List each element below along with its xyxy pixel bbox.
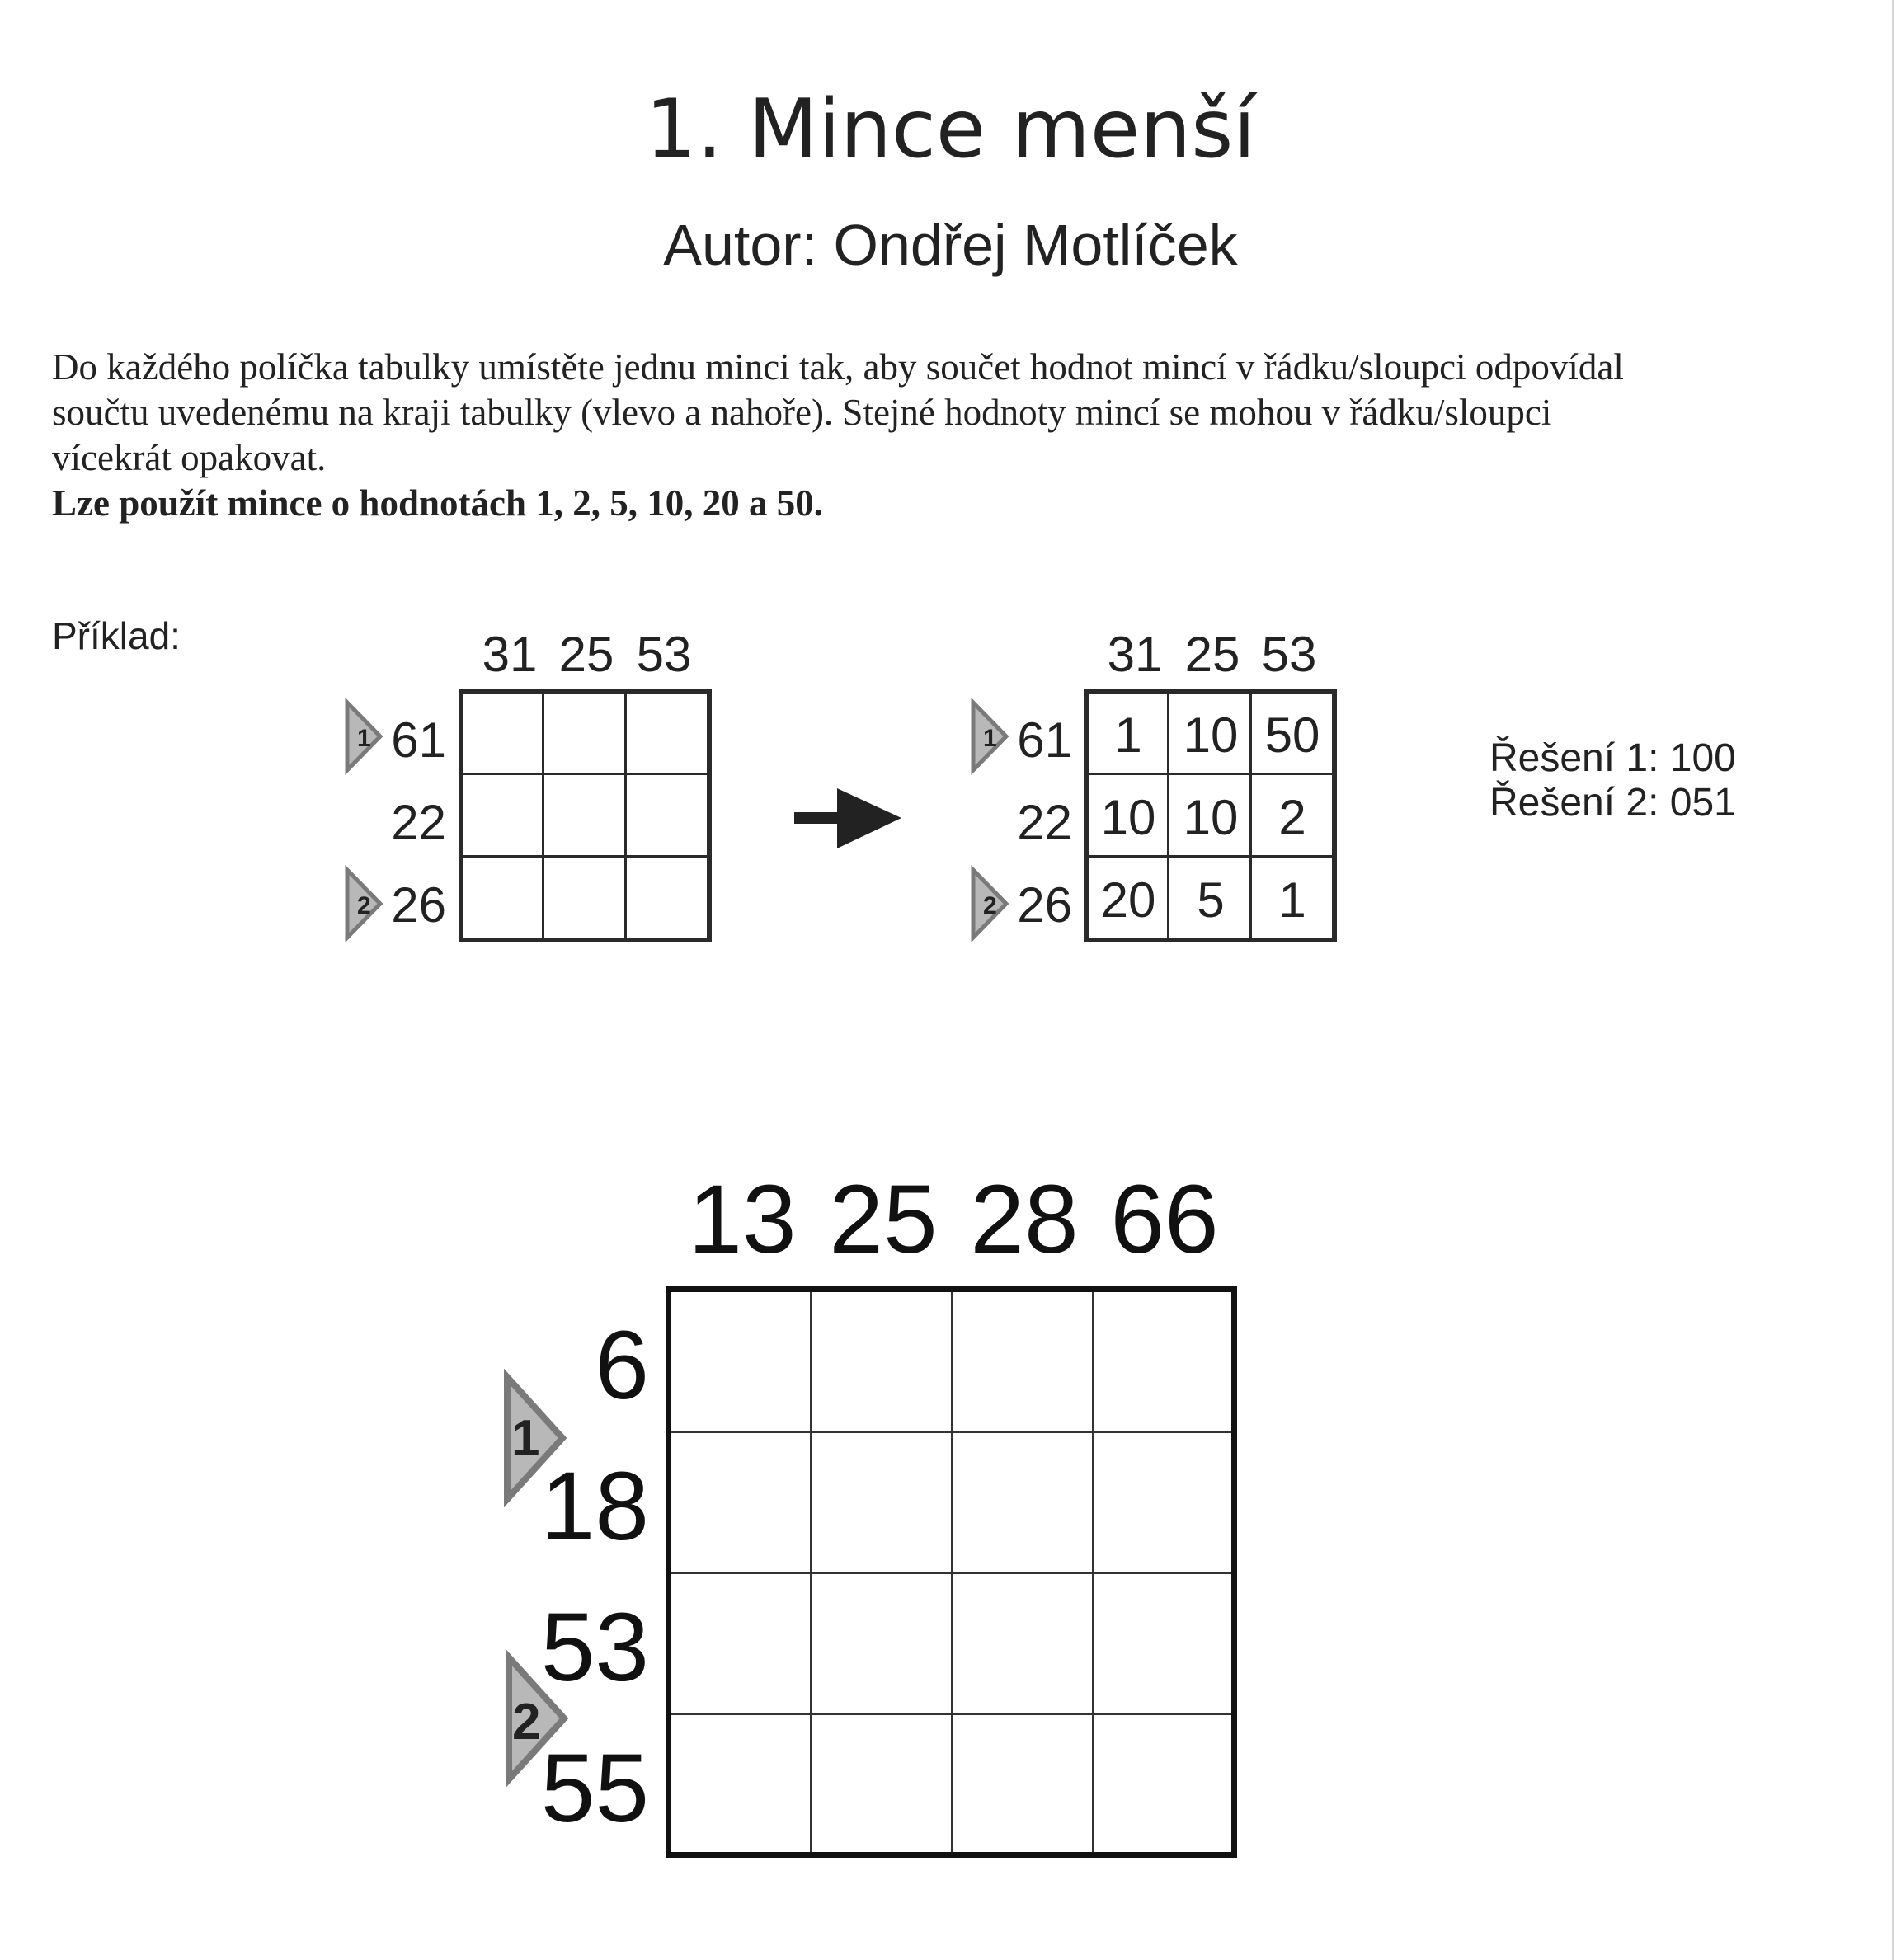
example-solved-col-clue: 25 <box>1184 627 1240 682</box>
marker-number: 1 <box>511 1410 540 1467</box>
puzzle-col-clue: 28 <box>970 1165 1079 1274</box>
example-solution-codes <box>1489 736 1736 825</box>
example-row-clue: 22 <box>391 795 446 850</box>
example-col-clue: 25 <box>558 627 614 682</box>
puzzle-col-clue: 13 <box>688 1165 797 1274</box>
example-empty-grid <box>459 689 712 942</box>
marker-number: 1 <box>357 725 371 752</box>
rules-line: Do každého políčka tabulky umístěte jednu minci tak, aby součet hodnot mincí v řádku/sloupci odpovídal <box>52 346 1624 388</box>
example-label: Příklad: <box>52 614 181 657</box>
example-solution-cell: 1 <box>1278 872 1306 928</box>
example-col-clue: 31 <box>482 627 538 682</box>
puzzle-row-clue: 18 <box>540 1452 649 1561</box>
example-solution-cell: 1 <box>1114 707 1142 763</box>
example-solution-cell: 2 <box>1278 790 1306 845</box>
example-solution-cell: 20 <box>1100 872 1156 928</box>
rules-text <box>52 345 1875 526</box>
marker-1-icon <box>503 1373 569 1505</box>
puzzle-row-clue: 6 <box>595 1311 649 1420</box>
marker-number: 1 <box>983 725 997 752</box>
rules-coins-line: Lze použít mince o hodnotách 1, 2, 5, 10, 20 a 50. <box>52 482 824 524</box>
example-solved-col-clue: 53 <box>1261 627 1317 682</box>
example-solution-cell: 10 <box>1183 790 1239 845</box>
solution-line-1: Řešení 1: 100 <box>1489 736 1736 780</box>
example-solution-cell: 10 <box>1100 790 1156 845</box>
marker-number: 2 <box>983 892 997 919</box>
puzzle-col-clue: 66 <box>1110 1165 1219 1274</box>
example-row-clue: 61 <box>391 712 446 768</box>
marker-2-icon <box>505 1653 571 1785</box>
example-solved-row-clue: 61 <box>1017 712 1072 768</box>
example-row-clue: 26 <box>391 877 446 933</box>
page-edge-line <box>1892 0 1894 1960</box>
rules-line: součtu uvedenému na kraji tabulky (vlevo a nahoře). Stejné hodnoty mincí se mohou v řádku/sloupci <box>52 392 1552 433</box>
example-solution-cell: 5 <box>1197 872 1225 928</box>
puzzle-author: Autor: Ondřej Motlíček <box>663 213 1238 277</box>
puzzle-row-clue: 55 <box>540 1734 649 1843</box>
rules-line: vícekrát opakovat. <box>52 437 327 478</box>
example-solved-col-clue: 31 <box>1107 627 1163 682</box>
puzzle-title: 1. Mince menší <box>645 82 1256 176</box>
marker-number: 2 <box>512 1694 541 1751</box>
example-col-clue: 53 <box>636 627 692 682</box>
example-solution-cell: 50 <box>1264 707 1320 763</box>
marker-number: 2 <box>357 892 371 919</box>
arrow-right-icon <box>794 786 903 852</box>
example-solved-row-clue: 26 <box>1017 877 1072 933</box>
solution-line-2: Řešení 2: 051 <box>1489 781 1736 825</box>
example-solution-cell: 10 <box>1183 707 1239 763</box>
puzzle-grid <box>666 1286 1237 1858</box>
puzzle-row-clue: 53 <box>540 1593 649 1702</box>
puzzle-col-clue: 25 <box>829 1165 938 1274</box>
example-solved-row-clue: 22 <box>1017 795 1072 850</box>
